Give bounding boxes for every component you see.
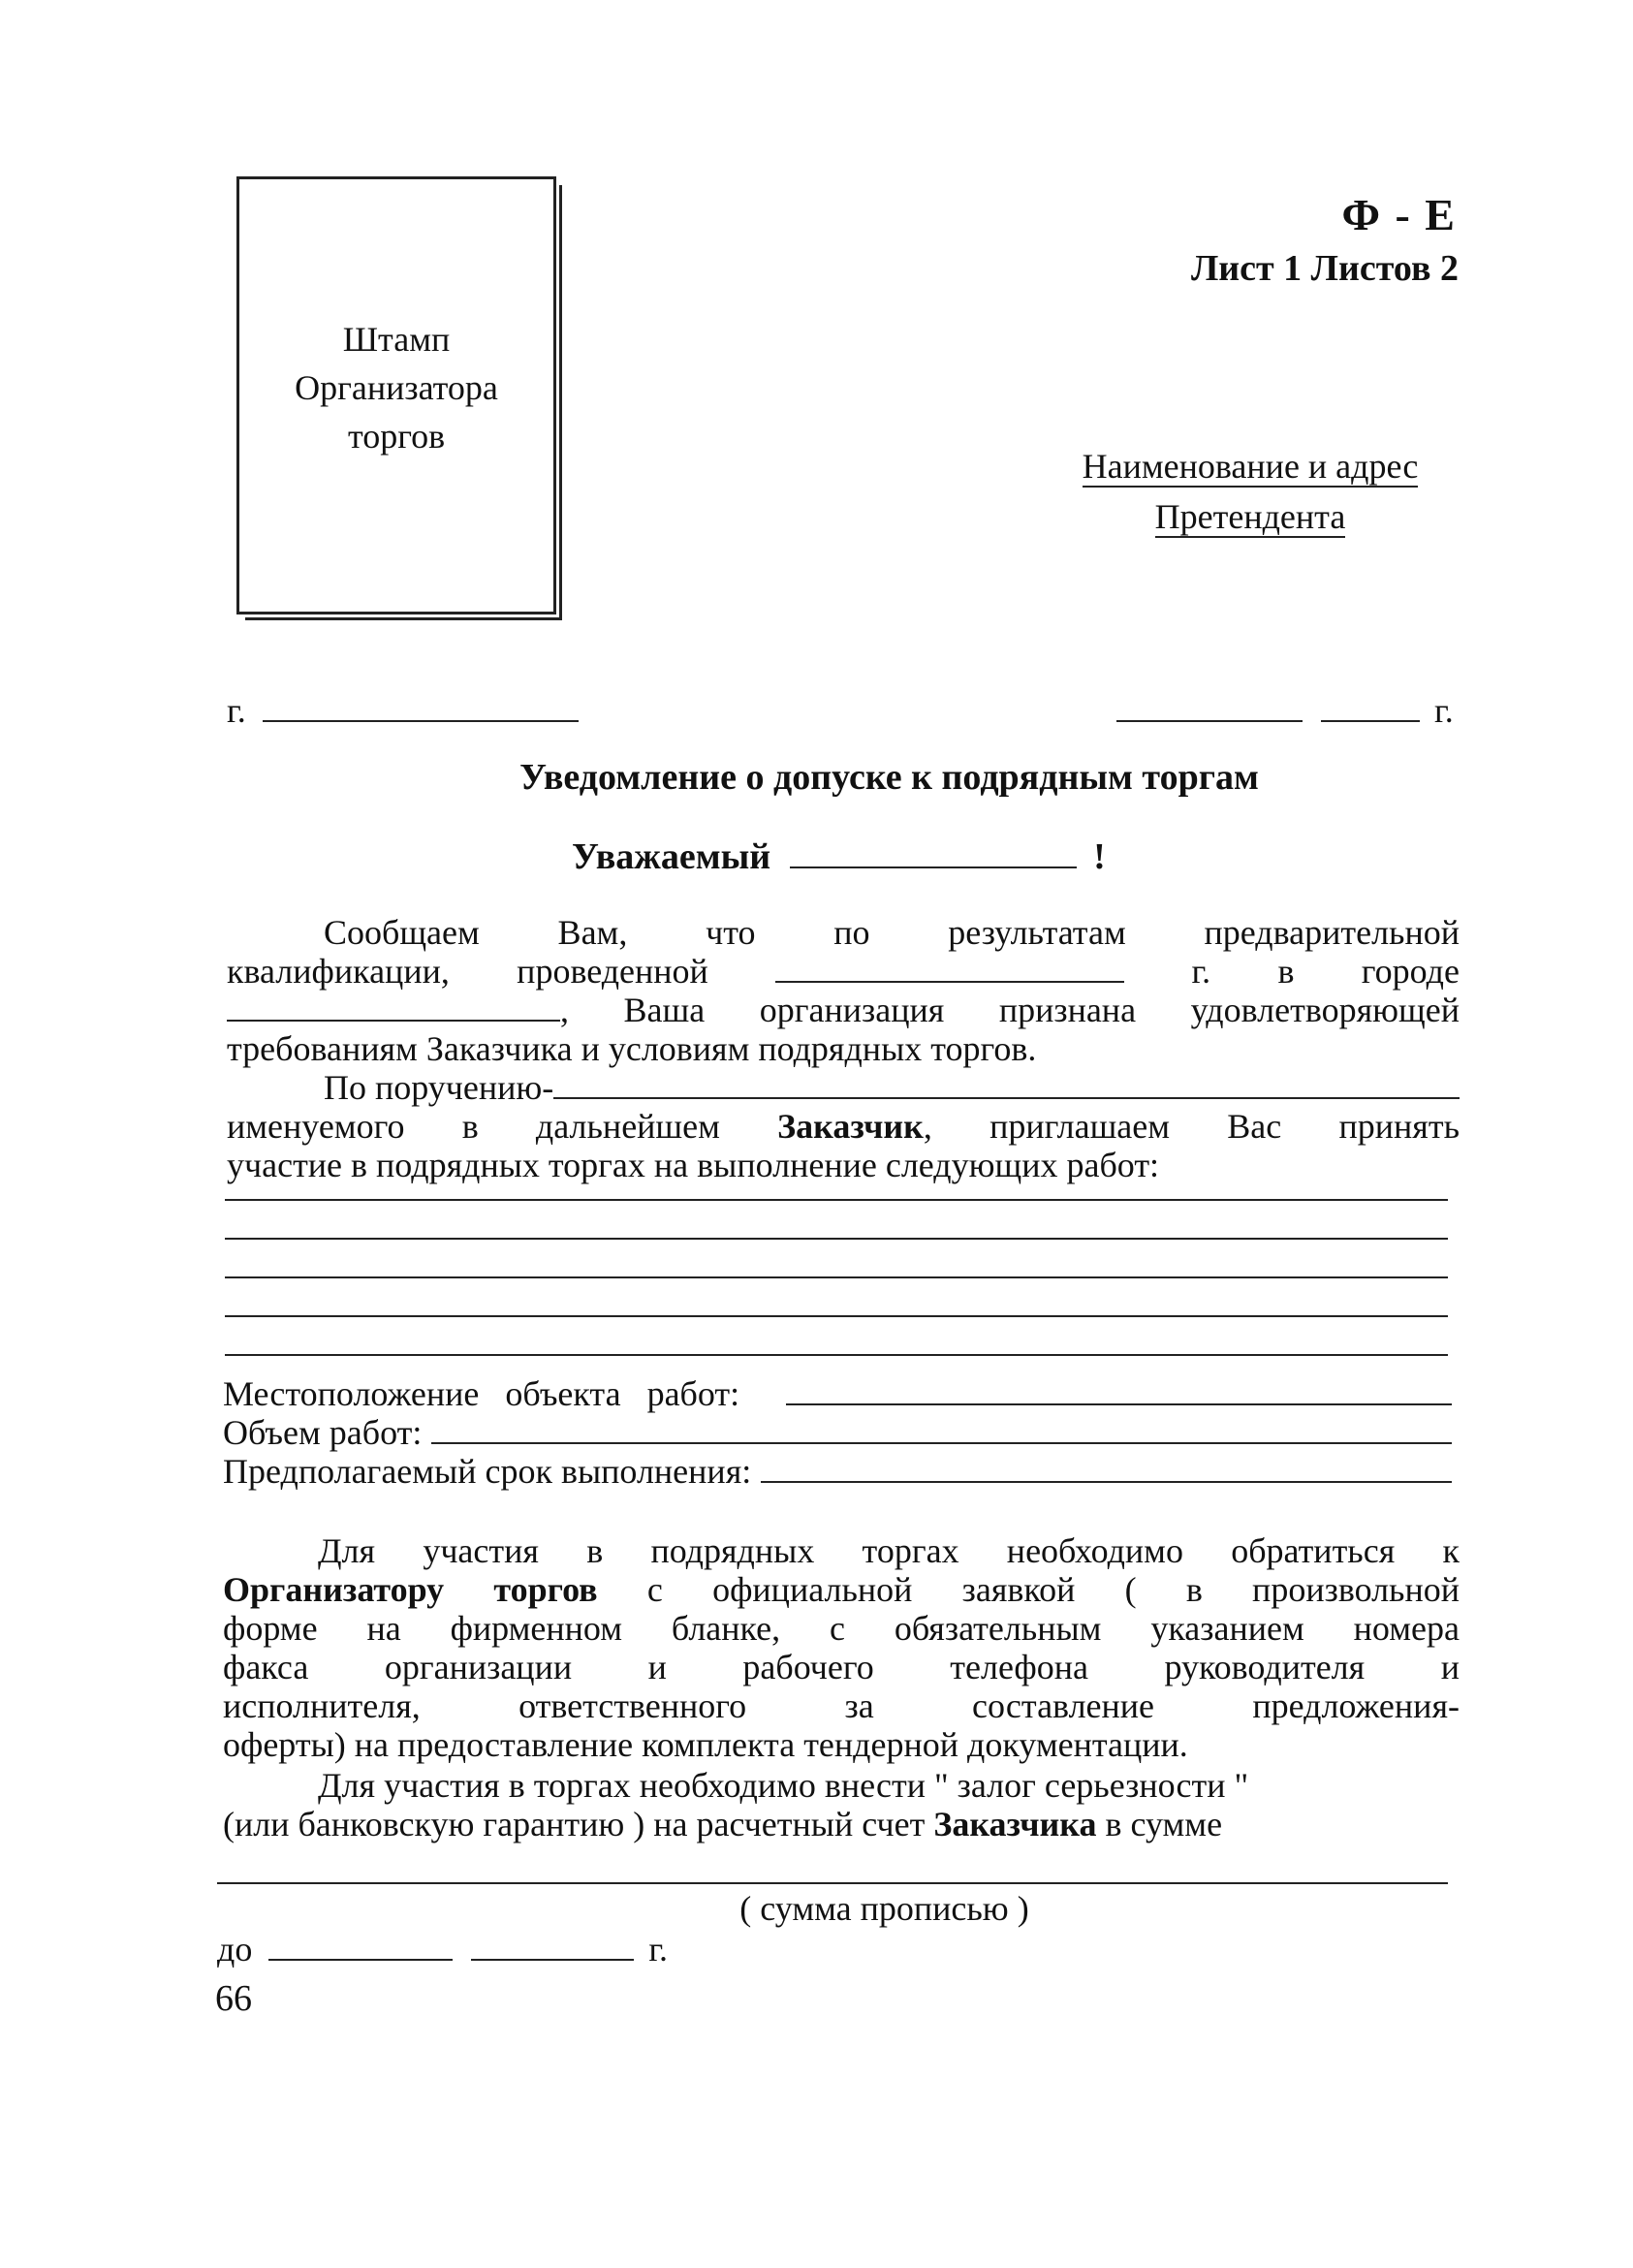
para1-line-3 <box>227 991 1460 1029</box>
works-blank-line[interactable] <box>225 1199 1448 1201</box>
para3-line-2 <box>223 1570 1460 1609</box>
para2-text: именуемого в дальнейшем <box>227 1107 720 1146</box>
greeting-end: ! <box>1093 836 1106 877</box>
date-year-blank[interactable] <box>1321 716 1420 722</box>
stamp-box <box>236 176 556 614</box>
city-blank[interactable] <box>227 1016 560 1022</box>
para3-line-6: оферты) на предоставление комплекта тендерной документации. <box>223 1725 1188 1764</box>
para2-text: , приглашаем Вас принять <box>923 1107 1460 1146</box>
until-day-blank[interactable] <box>268 1955 453 1961</box>
para4-line-2 <box>223 1805 1460 1843</box>
stamp-text <box>239 315 553 460</box>
para1-word: проведенной <box>517 952 708 991</box>
para1-line-4: требованиям Заказчика и условиям подрядных торгов. <box>227 1029 1037 1068</box>
document-title: Уведомление о допуске к подрядным торгам <box>519 757 1259 798</box>
customer-term: Заказчик <box>777 1107 924 1146</box>
work-fields <box>223 1374 1452 1491</box>
addressee-name-blank[interactable] <box>790 863 1077 868</box>
addressee-line-1: Наименование и адрес <box>1082 447 1419 486</box>
stamp-line-2: Организатора <box>295 368 498 407</box>
place-prefix: г. <box>227 691 246 730</box>
works-blank-line[interactable] <box>225 1354 1448 1356</box>
para1-line-1: Сообщаем Вам, что по результатам предварительной <box>324 913 1460 952</box>
amount-caption-text: ( сумма прописью ) <box>739 1889 1029 1928</box>
customer-term: Заказчика <box>933 1805 1097 1843</box>
para2-line-3: участие в подрядных торгах на выполнение следующих работ: <box>227 1146 1160 1184</box>
para4-text: в сумме <box>1105 1805 1223 1843</box>
para2-text: По поручению- <box>324 1068 554 1107</box>
para1-line-2 <box>227 952 1460 991</box>
until-prefix: до <box>217 1930 253 1969</box>
para2-line-2 <box>227 1107 1460 1146</box>
page-number: 66 <box>215 1978 252 2019</box>
amount-blank-line[interactable] <box>217 1882 1448 1884</box>
amount-caption <box>0 1888 1633 1929</box>
para1-word: г. <box>1191 952 1211 991</box>
until-suffix: г. <box>648 1930 669 1969</box>
para1-word: квалификации, <box>227 952 450 991</box>
para4-text: (или банковскую гарантию ) на расчетный счет <box>223 1805 926 1843</box>
date-suffix: г. <box>1434 691 1454 730</box>
organizer-term: Организатору торгов <box>223 1570 598 1609</box>
location-label: Местоположение объекта работ: <box>223 1374 740 1413</box>
until-field <box>217 1929 668 1969</box>
term-blank[interactable] <box>761 1477 1452 1483</box>
works-blank-line[interactable] <box>225 1315 1448 1317</box>
until-year-blank[interactable] <box>471 1955 634 1961</box>
volume-blank[interactable] <box>431 1438 1452 1444</box>
date-day-blank[interactable] <box>1116 716 1303 722</box>
para1-word: в <box>1277 952 1295 991</box>
paragraph-deposit <box>223 1766 1460 1843</box>
paragraph-invitation <box>227 1068 1460 1184</box>
sheet-info: Лист 1 Листов 2 <box>1190 248 1459 289</box>
volume-field <box>223 1413 1452 1452</box>
place-field <box>227 690 579 731</box>
addressee-line-2: Претендента <box>1154 497 1346 536</box>
date-field <box>1116 690 1454 731</box>
customer-blank[interactable] <box>553 1093 1460 1099</box>
stamp-line-3: торгов <box>347 417 446 456</box>
qualification-date-blank[interactable] <box>775 977 1124 983</box>
para1-word: городе <box>1361 952 1460 991</box>
works-blank-line[interactable] <box>225 1276 1448 1278</box>
para4-line-1: Для участия в торгах необходимо внести " залог серьезности " <box>318 1766 1249 1805</box>
term-field <box>223 1452 1452 1491</box>
volume-label: Объем работ: <box>223 1413 423 1452</box>
para3-line-4: факса организации и рабочего телефона руководителя и <box>223 1648 1460 1686</box>
para3-line-1: Для участия в подрядных торгах необходимо обратиться к <box>318 1531 1460 1570</box>
location-field <box>223 1374 1452 1413</box>
para3-line-3: форме на фирменном бланке, с обязательным указанием номера <box>223 1609 1460 1648</box>
greeting-word: Уважаемый <box>572 836 771 877</box>
para1-text: , Ваша организация признана удовлетворяющей <box>560 991 1460 1029</box>
place-blank[interactable] <box>263 716 579 722</box>
paragraph-qualification <box>227 913 1460 1068</box>
greeting <box>572 835 1106 878</box>
location-blank[interactable] <box>786 1400 1452 1405</box>
paragraph-organizer <box>223 1531 1460 1764</box>
stamp-line-1: Штамп <box>342 320 451 359</box>
term-label: Предполагаемый срок выполнения: <box>223 1452 752 1491</box>
para3-text: с официальной заявкой ( в произвольной <box>646 1570 1460 1609</box>
form-code: Ф - Е <box>1341 190 1457 239</box>
para3-line-5: исполнителя, ответственного за составление предложения- <box>223 1686 1460 1725</box>
para2-line-1 <box>227 1068 1460 1107</box>
works-blank-line[interactable] <box>225 1238 1448 1240</box>
